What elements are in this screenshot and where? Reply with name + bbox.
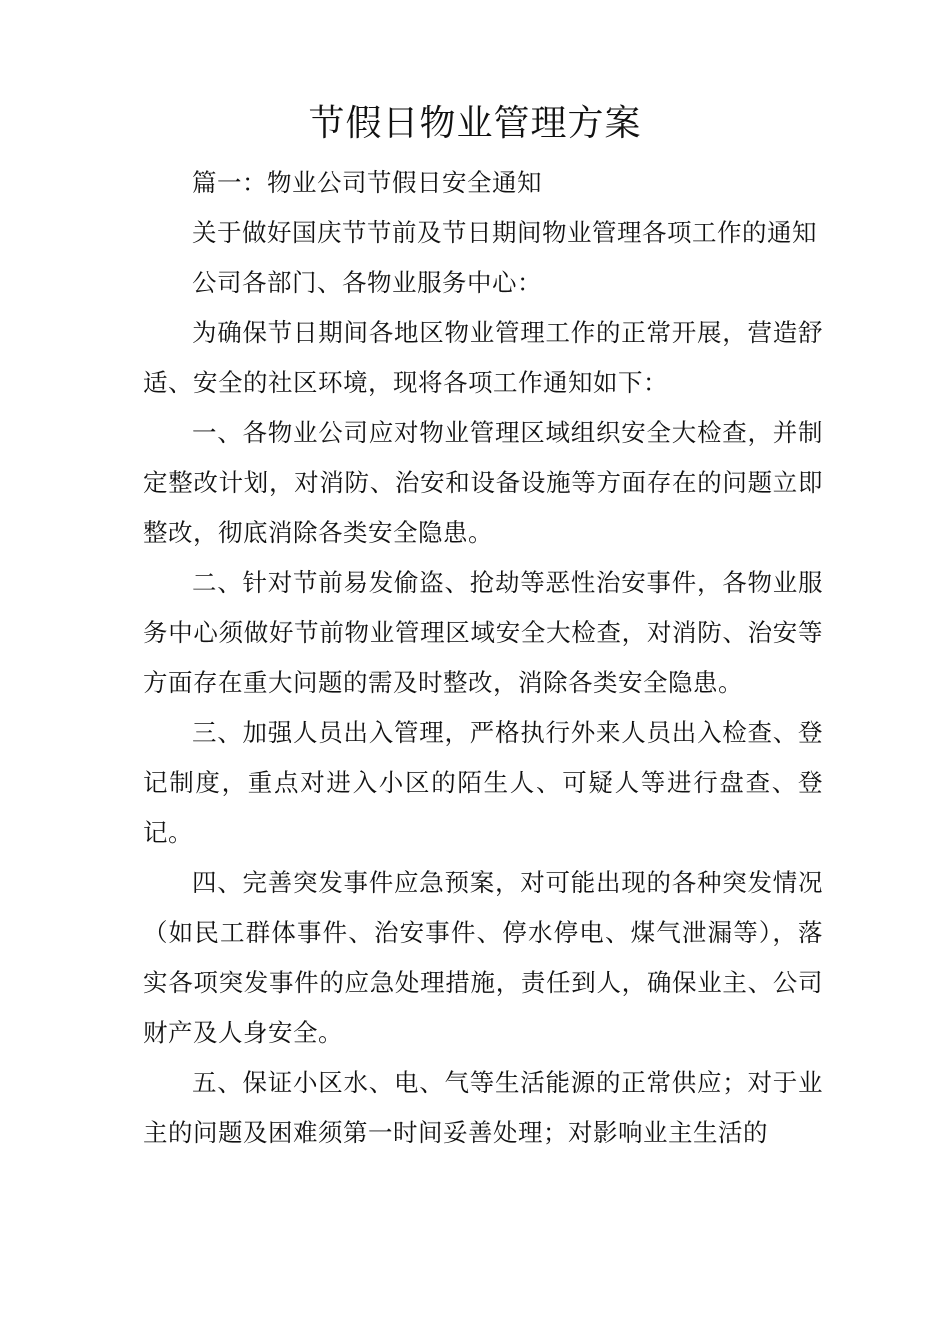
document-title: 节假日物业管理方案 — [308, 103, 642, 144]
item-two-paragraph: 二、针对节前易发偷盗、抢劫等恶性治安事件，各物业服务中心须做好节前物业管理区域安全大检查，对消防、治安等方面存在重大问题的需及时整改，消除各类安全隐患。 — [143, 568, 823, 697]
intro-paragraph: 为确保节日期间各地区物业管理工作的正常开展，营造舒适、安全的社区环境，现将各项工作通知如下： — [143, 318, 823, 397]
section-heading: 篇一：物业公司节假日安全通知 — [192, 168, 542, 197]
document-body — [143, 158, 823, 1158]
item-four-paragraph: 四、完善突发事件应急预案，对可能出现的各种突发情况（如民工群体事件、治安事件、停水停电、煤气泄漏等），落实各项突发事件的应急处理措施，责任到人，确保业主、公司财产及人身安全。 — [143, 868, 823, 1047]
item-five-paragraph: 五、保证小区水、电、气等生活能源的正常供应；对于业主的问题及困难须第一时间妥善处理；对影响业主生活的 — [143, 1068, 823, 1147]
item-three-paragraph: 三、加强人员出入管理，严格执行外来人员出入检查、登记制度，重点对进入小区的陌生人、可疑人等进行盘查、登记。 — [143, 718, 823, 847]
salutation: 公司各部门、各物业服务中心： — [192, 268, 542, 297]
item-one-paragraph: 一、各物业公司应对物业管理区域组织安全大检查，并制定整改计划，对消防、治安和设备设施等方面存在的问题立即整改，彻底消除各类安全隐患。 — [143, 418, 823, 547]
notice-title: 关于做好国庆节节前及节日期间物业管理各项工作的通知 — [192, 218, 817, 247]
